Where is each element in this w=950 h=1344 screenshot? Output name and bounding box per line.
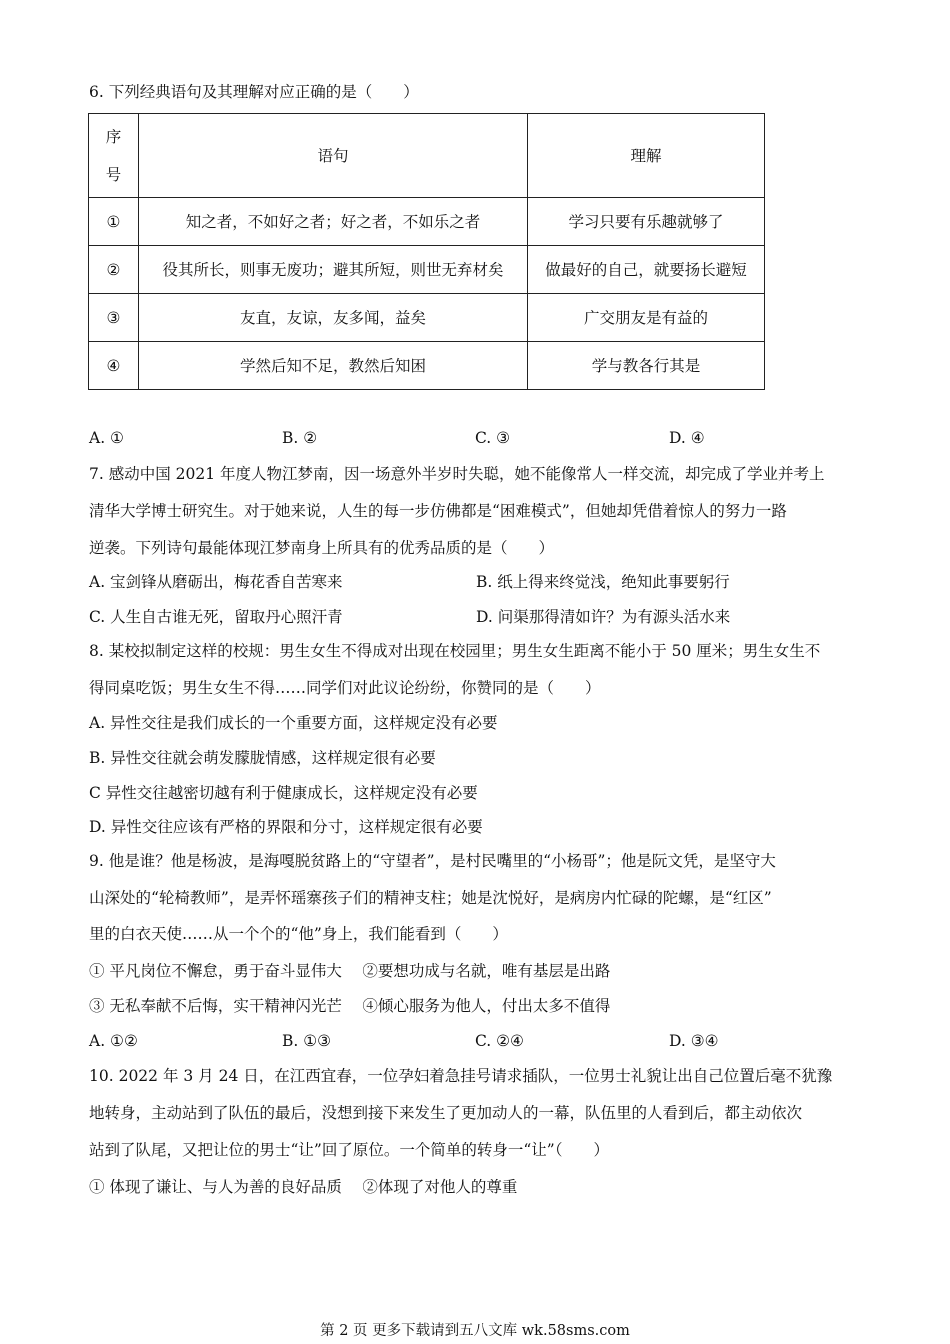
q6-stem: 6. 下列经典语句及其理解对应正确的是（ ） (89, 83, 419, 101)
q7-option-d: D. 问渠那得清如许？为有源头活水来 (476, 608, 731, 626)
row-num: ① (89, 198, 139, 246)
q7-line-1: 7. 感动中国 2021 年度人物江梦南，因一场意外半岁时失聪，她不能像常人一样交流，却完成了学业并考上 (89, 465, 825, 483)
q6-option-d: D. ④ (669, 429, 705, 447)
page-footer: 第 2 页 更多下载请到五八文库 wk.58sms.com (320, 1323, 630, 1339)
q10-line-1: 10. 2022 年 3 月 24 日，在江西宜春，一位孕妇着急挂号请求插队，一位男士礼貌让出自己位置后毫不犹豫 (89, 1067, 833, 1085)
q8-option-b: B. 异性交往就会萌发朦胧情感，这样规定很有必要 (89, 749, 436, 767)
q10-line-3: 站到了队尾，又把让位的男士“让”回了原位。一个简单的转身一“让”（ ） (89, 1141, 609, 1159)
table-header-row (89, 114, 765, 198)
q9-line-2: 山深处的“轮椅教师”，是弄怀瑶寨孩子们的精神支柱；她是沈悦好，是病房内忙碌的陀螺，是“红区” (89, 889, 772, 907)
q9-statements-1: ① 平凡岗位不懈怠，勇于奋斗显伟大 ②要想功成与名就，唯有基层是出路 (89, 962, 611, 980)
row-sentence: 知之者，不如好之者；好之者，不如乐之者 (139, 198, 528, 246)
q7-option-a: A. 宝剑锋从磨砺出，梅花香自苦寒来 (89, 573, 343, 591)
row-understanding: 学习只要有乐趣就够了 (528, 198, 765, 246)
q9-statements-2: ③ 无私奉献不后悔，实干精神闪光芒 ④倾心服务为他人，付出太多不值得 (89, 997, 611, 1015)
row-understanding: 做最好的自己，就要扬长避短 (528, 246, 765, 294)
row-num: ② (89, 246, 139, 294)
q10-line-2: 地转身，主动站到了队伍的最后，没想到接下来发生了更加动人的一幕，队伍里的人看到后，都主动依次 (89, 1104, 803, 1122)
table-row (89, 246, 765, 294)
q9-option-c: C. ②④ (475, 1032, 524, 1050)
q9-option-a: A. ①② (89, 1032, 138, 1050)
q7-line-3: 逆袭。下列诗句最能体现江梦南身上所具有的优秀品质的是（ ） (89, 539, 555, 557)
table-row (89, 294, 765, 342)
row-sentence: 役其所长，则事无废功；避其所短，则世无弃材矣 (139, 246, 528, 294)
table-row (89, 198, 765, 246)
header-understanding: 理解 (528, 114, 765, 198)
q9-option-d: D. ③④ (669, 1032, 719, 1050)
row-sentence: 学然后知不足，教然后知困 (139, 342, 528, 390)
q6-option-b: B. ② (282, 429, 318, 447)
table-row (89, 342, 765, 390)
header-seq: 序 号 (89, 114, 139, 198)
q8-line-1: 8. 某校拟制定这样的校规：男生女生不得成对出现在校园里；男生女生距离不能小于 50 厘米；男生女生不 (89, 642, 821, 660)
row-num: ④ (89, 342, 139, 390)
row-understanding: 广交朋友是有益的 (528, 294, 765, 342)
q8-option-c: C 异性交往越密切越有利于健康成长，这样规定没有必要 (89, 784, 478, 802)
header-sentence: 语句 (139, 114, 528, 198)
q10-statements-1: ① 体现了谦让、与人为善的良好品质 ②体现了对他人的尊重 (89, 1178, 518, 1196)
q8-option-a: A. 异性交往是我们成长的一个重要方面，这样规定没有必要 (89, 714, 498, 732)
q9-line-1: 9. 他是谁？他是杨波，是海嘎脱贫路上的“守望者”，是村民嘴里的“小杨哥”；他是阮文凭，是坚守大 (89, 852, 776, 870)
q7-option-c: C. 人生自古谁无死，留取丹心照汗青 (89, 608, 343, 626)
q7-line-2: 清华大学博士研究生。对于她来说，人生的每一步仿佛都是“困难模式”，但她却凭借着惊人的努力一路 (89, 502, 787, 520)
q6-option-c: C. ③ (475, 429, 511, 447)
row-sentence: 友直，友谅，友多闻，益矣 (139, 294, 528, 342)
q9-line-3: 里的白衣天使……从一个个的“他”身上，我们能看到（ ） (89, 925, 508, 943)
q6-table (88, 113, 765, 390)
q8-line-2: 得同桌吃饭；男生女生不得……同学们对此议论纷纷，你赞同的是（ ） (89, 679, 601, 697)
row-understanding: 学与教各行其是 (528, 342, 765, 390)
q9-option-b: B. ①③ (282, 1032, 332, 1050)
q7-option-b: B. 纸上得来终觉浅，绝知此事要躬行 (476, 573, 730, 591)
q8-option-d: D. 异性交往应该有严格的界限和分寸，这样规定很有必要 (89, 818, 483, 836)
q6-option-a: A. ① (89, 429, 124, 447)
row-num: ③ (89, 294, 139, 342)
